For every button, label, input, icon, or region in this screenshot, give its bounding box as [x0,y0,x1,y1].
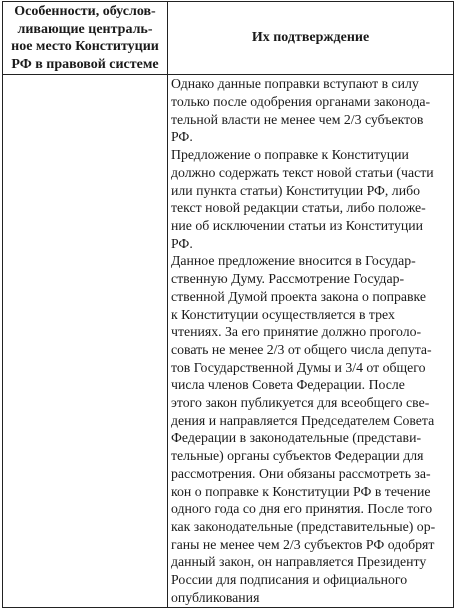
text-line: или пункта статьи) Конституции РФ, либо [171,182,420,198]
text-line: числа членов Совета Федерации. После [171,377,405,393]
text-line: РФ. [171,129,193,145]
text-line: Предложение о поправке к Конституции [171,147,409,163]
text-line: к Конституции осуществляется в трех [171,306,395,322]
text-line: тов Государственной Думы и 3/4 от общего [171,359,426,375]
text-line: тельные) органы субъектов Федерации для [171,448,424,464]
document-table [2,1,454,608]
text-line: данный закон, он направляется Президенту [171,554,427,570]
text-line: ственную Думу. Рассмотрение Государ- [171,271,405,287]
text-line: кон о поправке к Конституции РФ в течение [171,483,431,499]
empty-feature-cell [3,75,168,608]
confirmation-text [171,75,450,606]
text-line: только после одобрения органами законода- [171,94,431,110]
text-line: ганы не менее чем 2/3 субъектов РФ одобрят [171,536,435,552]
confirmation-cell [168,75,454,608]
text-line: должно содержать текст новой статьи (части [171,164,434,180]
text-line: РФ. [171,235,193,251]
text-line: текст новой редакции статьи, либо положе- [171,200,426,216]
text-line: тельной власти не менее чем 2/3 субъектов [171,111,424,127]
text-line: дения и направляется Председателем Совета [171,412,435,428]
header-row [3,2,454,75]
text-line: опубликования [171,589,260,605]
text-line: Данное предложение вносится в Государ- [171,253,416,269]
text-line: чтениях. За его принятие должно проголо- [171,324,422,340]
text-line: России для подписания и официального [171,572,408,588]
text-line: одного года со дня его принятия. После того [171,501,433,517]
text-line: как законодательные (представительные) ор- [171,518,436,534]
text-line: совать не менее 2/3 от общего числа депута- [171,341,432,357]
header-features-line: ливающие централь- [17,21,153,37]
text-line: ние об исключении статьи из Конституции [171,218,424,233]
text-line: Федерации в законодательные (представи- [171,430,422,446]
table-row [3,75,454,608]
text-line: этого закон публикуется для всеобщего све- [171,395,430,411]
text-line: рассмотрения. Они обязаны рассмотреть за- [171,465,431,481]
header-confirmation: Их подтверждение [168,2,454,75]
text-line: ственной Думой проекта закона о поправке [171,288,427,304]
header-features-line: Особенности, обуслов- [14,4,156,19]
header-features-line: ное место Конституции [11,39,159,55]
text-line: Однако данные поправки вступают в силу [171,76,419,92]
header-features-line: РФ в правовой системе [11,56,159,72]
header-features [3,2,168,75]
